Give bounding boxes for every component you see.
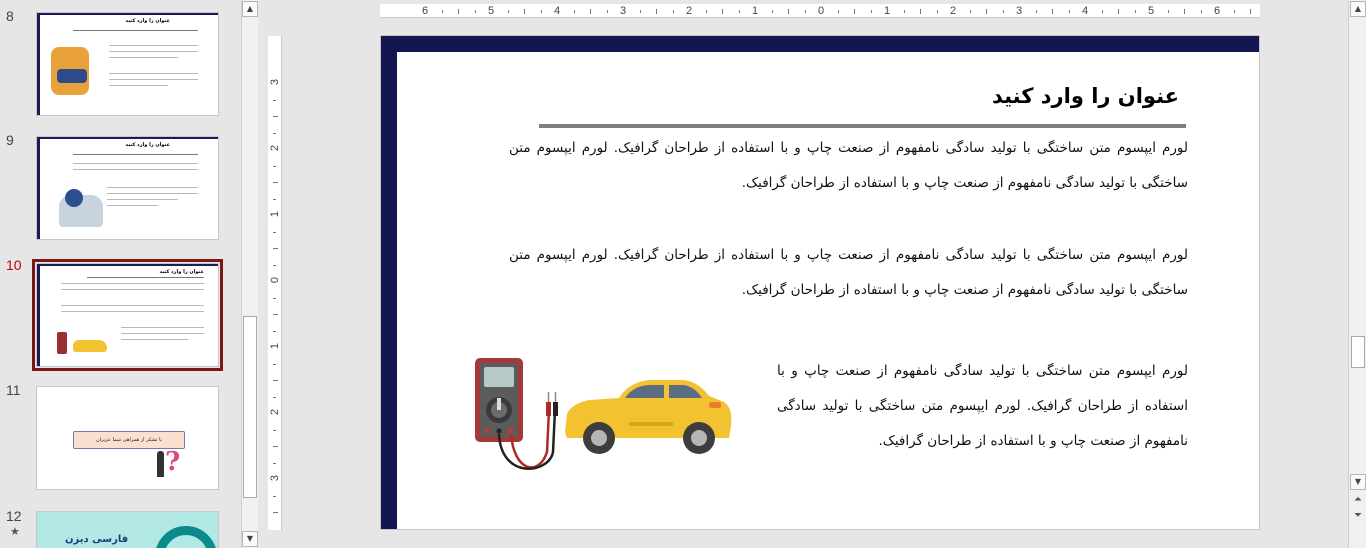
thumb-text-line <box>107 205 158 206</box>
ruler-tick <box>273 248 278 249</box>
thumb-text-line <box>107 193 198 194</box>
slide-accent-bar-left <box>381 36 397 529</box>
thumb-accent-bar <box>37 264 40 366</box>
ruler-label: 0 <box>269 276 281 284</box>
ruler-tick <box>722 9 723 14</box>
person-illustration <box>157 451 164 477</box>
thumb-number-10: 10 <box>6 257 22 273</box>
ruler-tick <box>739 10 740 13</box>
ruler-tick <box>541 10 542 13</box>
ruler-tick <box>442 10 443 13</box>
question-mark-icon: ? <box>165 447 181 477</box>
ruler-tick <box>1168 10 1169 13</box>
ruler-label: 5 <box>487 5 495 17</box>
thumb-accent-bar <box>37 264 218 266</box>
ruler-tick <box>273 446 278 447</box>
thumb-text-line <box>107 187 198 188</box>
thumb-number-8: 8 <box>6 8 14 24</box>
thumb-title: عنوان را وارد کنید <box>125 142 170 148</box>
ruler-tick <box>273 380 278 381</box>
ruler-label: 3 <box>269 78 281 86</box>
ruler-tick <box>273 364 276 365</box>
ruler-tick <box>273 298 276 299</box>
thumb-text-line <box>109 73 198 74</box>
ruler-tick <box>673 10 674 13</box>
thumb-title: عنوان را وارد کنید <box>159 269 204 275</box>
ruler-tick <box>706 10 707 13</box>
thumb-text-line <box>109 79 198 80</box>
ruler-tick <box>508 10 509 13</box>
ruler-label: 1 <box>269 210 281 218</box>
animation-star-icon: ★ <box>10 525 20 538</box>
thumb-text-line <box>73 163 198 164</box>
ruler-label: 2 <box>685 5 693 17</box>
ruler-tick <box>273 397 276 398</box>
ruler-tick <box>920 9 921 14</box>
thumb-number-9: 9 <box>6 132 14 148</box>
multimeter-car-illustration[interactable] <box>469 352 739 482</box>
ruler-tick <box>273 512 278 513</box>
slide-title[interactable]: عنوان را وارد کنید <box>991 84 1179 108</box>
ruler-tick <box>854 9 855 14</box>
slide-thumbnail-9[interactable] <box>36 136 219 240</box>
car-illustration <box>73 340 107 352</box>
ruler-label: 4 <box>1081 5 1089 17</box>
ruler-label: 2 <box>269 144 281 152</box>
thumb-text-line <box>109 45 198 46</box>
ruler-tick <box>1052 9 1053 14</box>
scroll-up-button[interactable]: ▲ <box>242 1 258 17</box>
ruler-tick <box>273 265 276 266</box>
ruler-tick <box>788 9 789 14</box>
ruler-label: 6 <box>1213 5 1221 17</box>
ruler-tick <box>970 10 971 13</box>
horizontal-ruler[interactable] <box>380 4 1260 18</box>
ruler-tick <box>805 10 806 13</box>
thumb-text-line <box>61 283 204 284</box>
thumb-text-line <box>73 169 198 170</box>
thumb-title: با تشکر از همراهی شما عزیزان <box>73 431 185 449</box>
ruler-tick <box>1234 10 1235 13</box>
ruler-tick <box>590 9 591 14</box>
slide-thumbnail-11[interactable] <box>36 386 219 490</box>
ruler-tick <box>838 10 839 13</box>
vertical-ruler[interactable] <box>268 36 282 530</box>
thumb-text-line <box>107 199 178 200</box>
ruler-label: 3 <box>269 474 281 482</box>
ruler-tick <box>1036 10 1037 13</box>
tire-illustration <box>65 189 83 207</box>
ruler-tick <box>607 10 608 13</box>
multimeter-icon <box>475 358 558 469</box>
thumb-number-11: 11 <box>6 382 21 398</box>
ruler-tick <box>1184 9 1185 14</box>
ruler-label: 3 <box>1015 5 1023 17</box>
thumb-number-12: 12 <box>6 508 22 524</box>
ruler-tick <box>273 166 276 167</box>
ruler-label: 2 <box>269 408 281 416</box>
body-paragraph-1[interactable]: لورم ایپسوم متن ساختگی با تولید سادگی نامفهوم از صنعت چاپ و با استفاده از طراحان گرافیک. لورم ایپسوم متن ساختگی با تولید سادگی نامفهوم از صنعت چاپ و با استفاده از طراحان گرافیک. <box>509 140 1188 191</box>
ruler-tick <box>1003 10 1004 13</box>
ruler-tick <box>871 10 872 13</box>
ruler-tick <box>986 9 987 14</box>
body-paragraph-3[interactable]: لورم ایپسوم متن ساختگی با تولید سادگی نامفهوم از صنعت چاپ و با استفاده از طراحان گرافیک. لورم ایپسوم متن ساختگی با تولید سادگی نامفهوم از صنعت چاپ و با استفاده از طراحان گرافیک. <box>777 363 1188 449</box>
slide-thumbnail-pane <box>0 0 240 548</box>
ruler-label: 5 <box>1147 5 1155 17</box>
thumb-rule <box>73 154 198 155</box>
multimeter-illustration <box>57 332 67 354</box>
thumb-accent-bar <box>37 137 40 239</box>
slide-scrollbar[interactable] <box>1348 0 1366 548</box>
thumb-text-line <box>109 57 178 58</box>
ruler-tick <box>273 182 278 183</box>
slide-thumbnail-10[interactable] <box>36 263 219 367</box>
ruler-tick <box>273 133 276 134</box>
ruler-label: 3 <box>619 5 627 17</box>
ruler-tick <box>273 496 276 497</box>
scroll-down-button[interactable]: ▼ <box>1350 474 1366 490</box>
previous-slide-button[interactable]: ⏶ <box>1354 494 1362 505</box>
ruler-tick <box>273 116 278 117</box>
mechanic-illustration <box>57 69 87 83</box>
car-icon <box>565 380 731 454</box>
ruler-tick <box>904 10 905 13</box>
thumb-text-line <box>109 85 168 86</box>
body-paragraph-2[interactable]: لورم ایپسوم متن ساختگی با تولید سادگی نامفهوم از صنعت چاپ و با استفاده از طراحان گرافیک. لورم ایپسوم متن ساختگی با تولید سادگی نامفهوم از صنعت چاپ و با استفاده از طراحان گرافیک. <box>509 247 1188 298</box>
ruler-label: 2 <box>949 5 957 17</box>
title-underline <box>539 124 1186 128</box>
scroll-up-button[interactable]: ▲ <box>1350 1 1366 17</box>
ruler-tick <box>640 10 641 13</box>
slide-accent-bar-top <box>381 36 1259 52</box>
ruler-tick <box>273 199 276 200</box>
thumb-rule <box>73 30 198 31</box>
ruler-tick <box>1069 10 1070 13</box>
ruler-tick <box>273 463 276 464</box>
ruler-tick <box>1118 9 1119 14</box>
thumb-text-line <box>61 305 204 306</box>
ruler-label: 1 <box>883 5 891 17</box>
ruler-tick <box>656 9 657 14</box>
ruler-tick <box>273 232 276 233</box>
ruler-tick <box>1201 10 1202 13</box>
ruler-label: 0 <box>817 5 825 17</box>
thumb-text-line <box>121 339 188 340</box>
ruler-tick <box>1135 10 1136 13</box>
ruler-tick <box>1250 9 1251 14</box>
ruler-tick <box>273 100 276 101</box>
ruler-tick <box>475 10 476 13</box>
ruler-tick <box>937 10 938 13</box>
thumb-accent-bar <box>37 137 218 139</box>
slide-canvas[interactable] <box>380 35 1260 530</box>
next-slide-button[interactable]: ⏷ <box>1354 510 1362 521</box>
ruler-label: 6 <box>421 5 429 17</box>
ruler-tick <box>772 10 773 13</box>
thumb-rule <box>87 277 204 278</box>
thumb-text-line <box>121 327 204 328</box>
ruler-tick <box>1102 10 1103 13</box>
scrollbar-thumb[interactable] <box>243 316 257 498</box>
thumb-text-line <box>121 333 204 334</box>
thumb-accent-bar <box>37 13 218 15</box>
thumb-text-line <box>61 311 204 312</box>
scroll-down-button[interactable]: ▼ <box>242 531 258 547</box>
thumb-text-line <box>61 289 204 290</box>
thumb-accent-bar <box>37 13 40 115</box>
ruler-tick <box>574 10 575 13</box>
slide-thumbnail-8[interactable] <box>36 12 219 116</box>
ruler-tick <box>273 314 278 315</box>
ruler-tick <box>273 430 276 431</box>
scrollbar-thumb[interactable] <box>1351 336 1365 368</box>
ruler-tick <box>273 331 276 332</box>
thumbnail-scrollbar[interactable] <box>241 0 258 548</box>
ruler-label: 4 <box>553 5 561 17</box>
ruler-label: 1 <box>751 5 759 17</box>
ruler-label: 1 <box>269 342 281 350</box>
thumb-title: فارسی دیزن <box>65 534 129 545</box>
ruler-tick <box>458 9 459 14</box>
thumb-text-line <box>109 51 198 52</box>
thumb-title: عنوان را وارد کنید <box>125 18 170 24</box>
ruler-tick <box>524 9 525 14</box>
slide-thumbnail-12[interactable] <box>36 511 219 548</box>
